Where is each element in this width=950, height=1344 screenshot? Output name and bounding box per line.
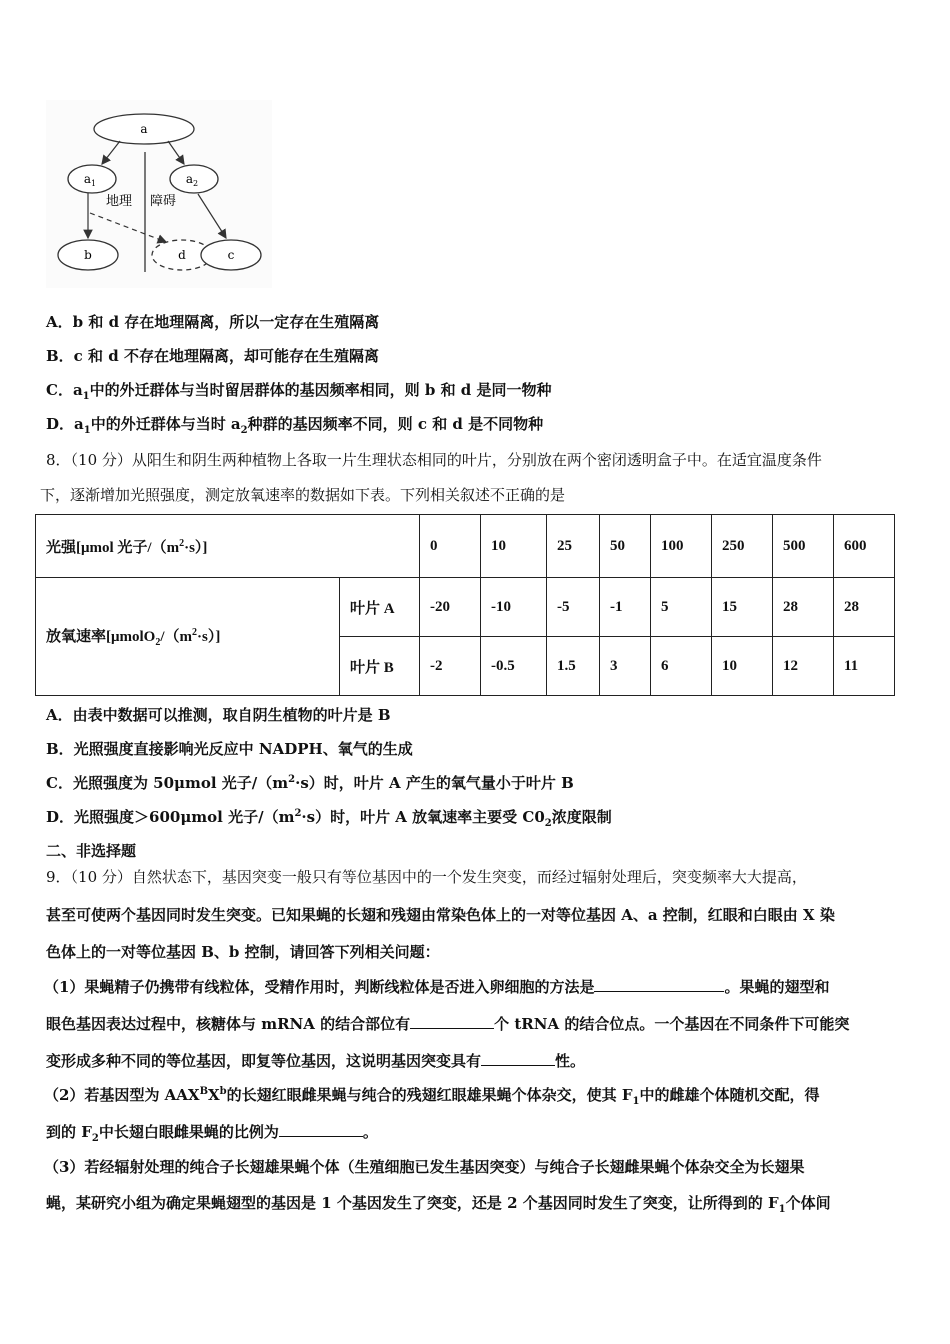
light-value: 100 (651, 515, 712, 578)
q8-stem-line1: 8．（10 分）从阳生和阴生两种植物上各取一片生理状态相同的叶片，分别放在两个密闭透明盒子中。在适宜温度条件 (46, 451, 822, 469)
light-value: 500 (773, 515, 834, 578)
leaf-b-value: 10 (712, 637, 773, 696)
q8-stem-line2: 下，逐渐增加光照强度，测定放氧速率的数据如下表。下列相关叙述不正确的是 (40, 486, 566, 504)
node-a2-label: $a_2$ (185, 172, 199, 188)
node-b-label: b (84, 248, 92, 262)
q8-option-d: D．光照强度＞600μmol 光子$/(m^2\cdot s)$时，叶片 A 放氧速率主要受 $C0_2$浓度限制 (46, 808, 612, 829)
speciation-diagram (46, 100, 272, 288)
leaf-a-value: -5 (547, 578, 600, 637)
leaf-a-value: 5 (651, 578, 712, 637)
q7-option-c: C．$a_1$中的外迁群体与当时留居群体的基因频率相同，则 b 和 d 是同一物种 (46, 381, 552, 402)
q9-part3-line1: （3）若经辐射处理的纯合子长翅雄果蝇个体（生殖细胞已发生基因突变）与纯合子长翅雌果蝇个体杂交全为长翅果 (44, 1158, 805, 1176)
q9-stem-line1: 9．（10 分）自然状态下，基因突变一般只有等位基因中的一个发生突变，而经过辐射处理后，突变频率大大提高， (46, 868, 807, 886)
light-value: 10 (481, 515, 547, 578)
q9-part3-line2: 蝇，某研究小组为确定果蝇翅型的基因是 1 个基因发生了突变，还是 2 个基因同时发生了突变，让所得到的 $F_1$个体间 (46, 1194, 831, 1215)
leaf-a-value: -1 (600, 578, 651, 637)
barrier-label-left: 地理 (106, 194, 133, 209)
q7-option-b: B．c 和 d 不存在地理隔离，却可能存在生殖隔离 (46, 347, 379, 365)
q7-option-a: A．b 和 d 存在地理隔离，所以一定存在生殖隔离 (46, 313, 380, 331)
answer-blank[interactable] (410, 1014, 494, 1029)
leaf-b-label: 叶片 B (340, 637, 420, 696)
light-value: 0 (420, 515, 481, 578)
q9-stem-line2: 甚至可使两个基因同时发生突变。已知果蝇的长翅和残翅由常染色体上的一对等位基因 A、a 控制，红眼和白眼由 X 染 (46, 906, 835, 924)
section-2-title: 二、非选择题 (46, 842, 137, 860)
light-value: 25 (547, 515, 600, 578)
node-c-label: c (227, 248, 235, 262)
oxygen-rate-table (35, 514, 895, 696)
leaf-b-value: 6 (651, 637, 712, 696)
table-row-light (36, 515, 895, 578)
q9-part1-line2: 眼色基因表达过程中，核糖体与 mRNA 的结合部位有 个 tRNA 的结合位点。一个基因在不同条件下可能突 (46, 1015, 850, 1033)
rate-header: 放氧速率$[\mu molO_2/(m^2\cdot s)]$ (36, 578, 340, 696)
q9-part2-line1: （2）若基因型为 $AAX^BX^b$的长翅红眼雌果蝇与纯合的残翅红眼雄果蝇个体杂交，使其 $F_1$中的雌雄个体随机交配，得 (44, 1086, 820, 1107)
leaf-b-value: -0.5 (481, 637, 547, 696)
q9-part2-line2: 到的 $F_2$中长翅白眼雌果蝇的比例为 。 (46, 1123, 378, 1144)
q7-option-d: D．$a_1$中的外迁群体与当时 $a_2$种群的基因频率不同，则 c 和 d 是不同物种 (46, 415, 544, 436)
barrier-label-right: 障碍 (150, 194, 177, 209)
leaf-a-value: 15 (712, 578, 773, 637)
node-d-label: d (178, 248, 186, 262)
leaf-b-value: 11 (834, 637, 895, 696)
light-value: 250 (712, 515, 773, 578)
q9-part1-line1: （1）果蝇精子仍携带有线粒体，受精作用时，判断线粒体是否进入卵细胞的方法是 。果蝇的翅型和 (44, 978, 830, 996)
node-a1-label: $a_1$ (83, 172, 97, 188)
leaf-b-value: 1.5 (547, 637, 600, 696)
answer-blank[interactable] (279, 1122, 363, 1137)
leaf-a-value: 28 (834, 578, 895, 637)
leaf-a-label: 叶片 A (340, 578, 420, 637)
leaf-a-value: -20 (420, 578, 481, 637)
leaf-b-value: -2 (420, 637, 481, 696)
leaf-a-value: 28 (773, 578, 834, 637)
light-header: 光强[μmol 光子$/(m^2\cdot s)$] (36, 515, 420, 578)
answer-blank[interactable] (481, 1051, 555, 1066)
leaf-b-value: 3 (600, 637, 651, 696)
answer-blank[interactable] (594, 977, 724, 992)
node-a-label: a (140, 122, 148, 136)
light-value: 600 (834, 515, 895, 578)
q8-option-b: B．光照强度直接影响光反应中 NADPH、氧气的生成 (46, 740, 413, 758)
q9-part1-line3: 变形成多种不同的等位基因，即复等位基因，这说明基因突变具有 性。 (46, 1052, 586, 1070)
leaf-a-value: -10 (481, 578, 547, 637)
light-value: 50 (600, 515, 651, 578)
q8-option-a: A．由表中数据可以推测，取自阴生植物的叶片是 B (46, 706, 391, 724)
table-row-leaf-a (36, 578, 895, 637)
leaf-b-value: 12 (773, 637, 834, 696)
q8-option-c: C．光照强度为 50μmol 光子$/(m^2\cdot s)$时，叶片 A 产生的氧气量小于叶片 B (46, 774, 574, 792)
q9-stem-line3: 色体上的一对等位基因 B、b 控制，请回答下列相关问题： (46, 943, 440, 961)
